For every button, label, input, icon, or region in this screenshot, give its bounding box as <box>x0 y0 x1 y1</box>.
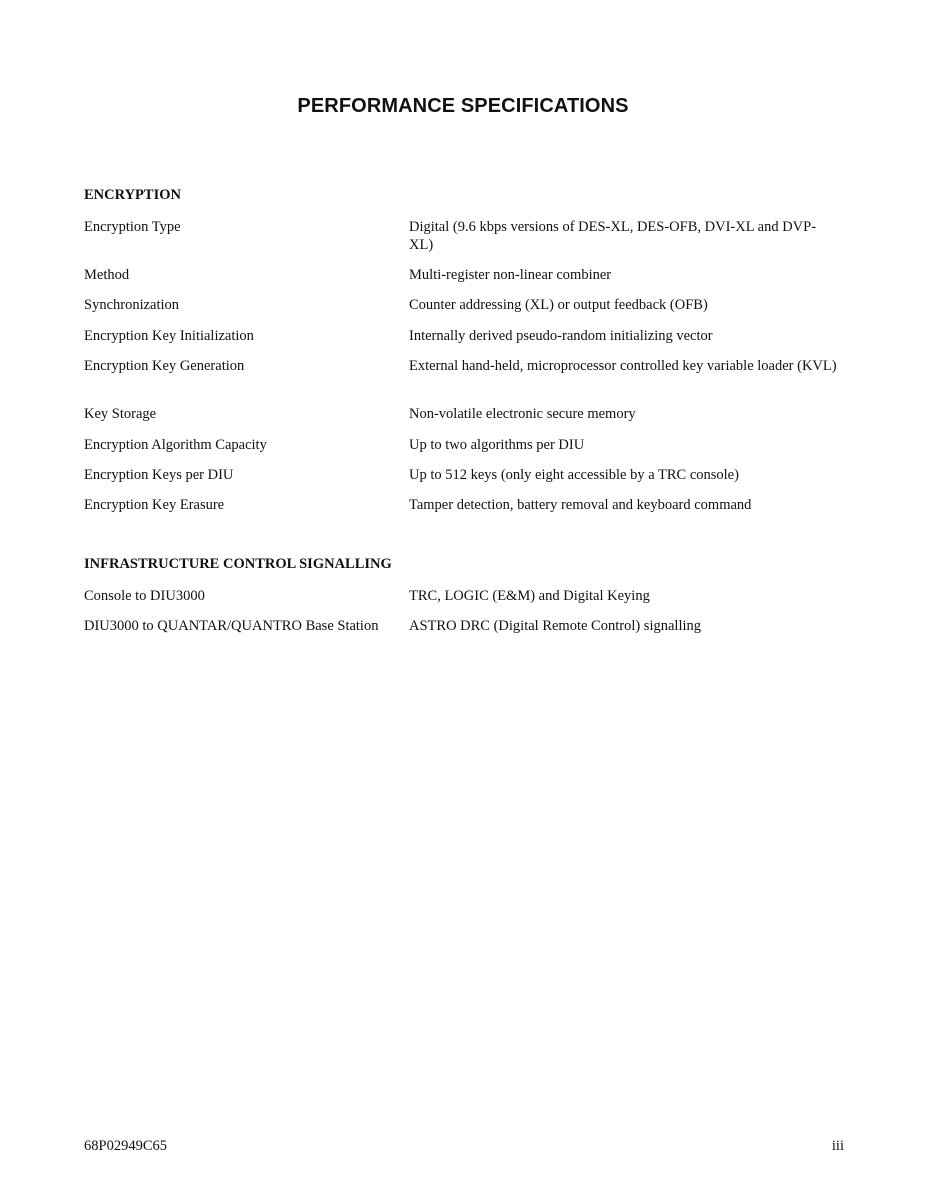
spec-label: Encryption Keys per DIU <box>84 467 234 483</box>
spec-row <box>84 496 844 526</box>
section-heading-encryption: ENCRYPTION <box>84 187 181 203</box>
spec-label: DIU3000 to QUANTAR/QUANTRO Base Station <box>84 618 379 634</box>
spec-row <box>84 357 844 405</box>
spec-row <box>84 466 844 496</box>
spec-label: Method <box>84 267 130 283</box>
spec-row <box>84 587 844 617</box>
page-title: PERFORMANCE SPECIFICATIONS <box>297 95 629 117</box>
spec-row <box>84 617 844 647</box>
spec-row <box>84 405 844 436</box>
spec-value: Digital (9.6 kbps versions of DES-XL, DES-OFB, DVI-XL and DVP-XL) <box>409 219 817 253</box>
spec-value: Multi-register non-linear combiner <box>409 267 612 283</box>
spec-row <box>84 266 844 296</box>
spec-label: Console to DIU3000 <box>84 588 205 604</box>
spec-value: Non-volatile electronic secure memory <box>409 406 636 422</box>
spec-row <box>84 436 844 466</box>
spec-label: Synchronization <box>84 297 180 313</box>
spec-label: Encryption Type <box>84 219 181 235</box>
spec-value: Internally derived pseudo-random initializing vector <box>409 328 713 344</box>
spec-label: Encryption Key Generation <box>84 358 245 374</box>
spec-row <box>84 327 844 357</box>
spec-value: External hand-held, microprocessor controlled key variable loader (KVL) <box>409 358 837 374</box>
spec-label: Encryption Key Initialization <box>84 328 254 344</box>
encryption-spec-list <box>84 218 844 526</box>
spec-label: Encryption Key Erasure <box>84 497 225 513</box>
spec-label: Encryption Algorithm Capacity <box>84 437 267 453</box>
spec-row <box>84 296 844 327</box>
spec-label: Key Storage <box>84 406 157 422</box>
spec-value: ASTRO DRC (Digital Remote Control) signalling <box>409 618 702 634</box>
footer-page-number: iii <box>831 1138 844 1154</box>
spec-value: Counter addressing (XL) or output feedback (OFB) <box>409 297 708 313</box>
spec-value: Tamper detection, battery removal and keyboard command <box>409 497 752 513</box>
footer-doc-number: 68P02949C65 <box>84 1138 167 1154</box>
spec-value: Up to 512 keys (only eight accessible by a TRC console) <box>409 467 739 483</box>
spec-value: Up to two algorithms per DIU <box>409 437 585 453</box>
spec-row <box>84 218 844 266</box>
signalling-spec-list <box>84 587 844 647</box>
section-heading-infrastructure: INFRASTRUCTURE CONTROL SIGNALLING <box>84 556 392 572</box>
spec-value: TRC, LOGIC (E&M) and Digital Keying <box>409 588 650 604</box>
